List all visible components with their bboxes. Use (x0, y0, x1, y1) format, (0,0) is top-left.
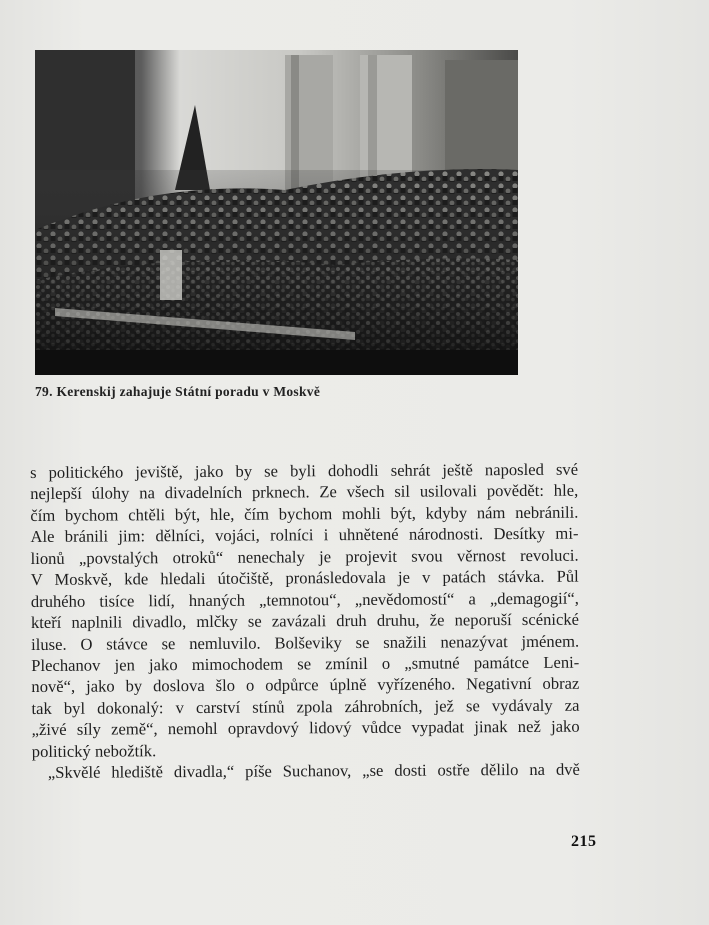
text-line: lionů „povstalých otroků“ nenechaly je projevit svou věrnost revoluci. (30, 545, 579, 568)
figure-caption: 79. Kerenskij zahajuje Státní poradu v Moskvě (35, 384, 321, 399)
text-line: iluse. O stávce se nemluvilo. Bolševiky se snažili nenazývat jménem. (31, 631, 580, 654)
text-line: čím bychom chtěli být, hle, čím bychom mohli být, kdyby nám nebránili. (30, 502, 579, 525)
text-line: druhého tisíce lidí, hnaných „temnotou“, „nevědomostí“ a „demagogií“, (30, 588, 579, 611)
text-line: V Moskvě, kde hledali útočiště, pronásledovala je v patách stávka. Půl (30, 566, 579, 590)
text-line: Ale bránili jim: dělníci, vojáci, rolníci i uhnětené národnosti. Desítky mi- (30, 523, 579, 547)
text-line: nejlepší úlohy na divadelních prknech. Ze všech sil usilovali povědět: hle, (30, 481, 579, 504)
text-line: s politického jeviště, jako by se byli dohodli sehrát ještě naposled své (30, 459, 579, 482)
text-line: „Skvělé hlediště divadla,“ píše Suchanov, „se dosti ostře dělilo na dvě (47, 759, 580, 783)
text-line: Plechanov jen jako mimochodem se zmínil o „smutné památce Leni- (31, 652, 580, 675)
text-line: kteří naplnili divadlo, mlčky se zavázali druh druhu, že neporuší scénické (30, 609, 580, 633)
text-line: „živé síly země“, nemohl opravdový lidový vůdce vypadat jinak než jako (31, 716, 580, 740)
text-line: nově“, jako by doslova šlo o odpůrce úplně vyřízeného. Negativní obraz (31, 674, 580, 697)
text-line: tak byl dokonalý: v carství stínů zpola záhrobních, jež se vydávaly za (31, 695, 580, 718)
assembly-photograph (35, 50, 518, 375)
body-text (30, 459, 580, 784)
text-line: politický nebožtík. (31, 740, 157, 761)
page-number: 215 (571, 833, 597, 850)
assembly-photograph-image (35, 50, 518, 375)
